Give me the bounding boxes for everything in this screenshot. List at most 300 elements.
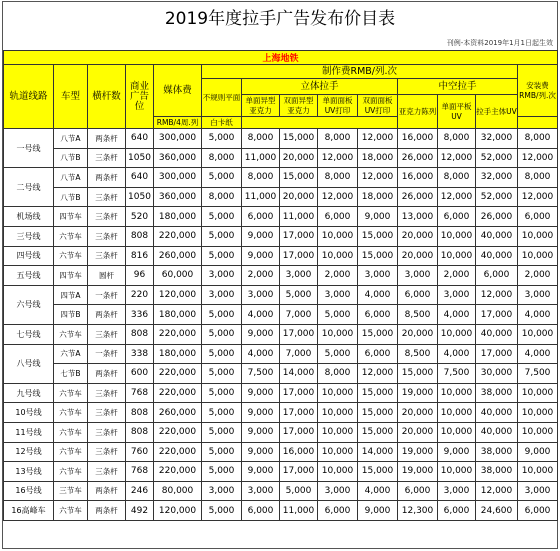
cell-car-type: 六节车 — [54, 422, 88, 442]
cell-single-flat-uv: 2,000 — [438, 266, 476, 286]
cell-ad-count: 808 — [126, 324, 154, 344]
cell-single-uv: 10,000 — [318, 403, 358, 423]
cell-ad-count: 768 — [126, 462, 154, 482]
cell-install-fee: 10,000 — [518, 324, 558, 344]
table-row — [4, 481, 558, 501]
cell-handle-body-uv: 12,000 — [476, 481, 518, 501]
cell-media-fee: 80,000 — [154, 481, 202, 501]
cell-install-fee: 7,500 — [518, 364, 558, 384]
cell-double-acrylic: 17,000 — [280, 462, 318, 482]
table-row — [4, 403, 558, 423]
cell-media-fee: 180,000 — [154, 305, 202, 325]
cell-bar-count: 一条杆 — [88, 344, 126, 364]
cell-ad-count: 640 — [126, 168, 154, 188]
table-row — [4, 207, 558, 227]
cell-car-type: 六节车 — [54, 462, 88, 482]
cell-media-fee: 180,000 — [154, 207, 202, 227]
cell-handle-body-uv: 40,000 — [476, 422, 518, 442]
cell-double-acrylic: 20,000 — [280, 187, 318, 207]
cell-single-acrylic: 9,000 — [242, 422, 280, 442]
cell-media-fee: 360,000 — [154, 148, 202, 168]
cell-ad-count: 492 — [126, 501, 154, 521]
cell-double-acrylic: 17,000 — [280, 383, 318, 403]
cell-single-uv: 5,000 — [318, 344, 358, 364]
cell-handle-body-uv: 40,000 — [476, 246, 518, 266]
sheet-title: 2019年度拉手广告发布价目表 — [164, 9, 396, 29]
cell-car-type: 六节车 — [54, 383, 88, 403]
cell-bar-count: 一条杆 — [88, 285, 126, 305]
cell-install-fee: 12,000 — [518, 187, 558, 207]
cell-line: 二号线 — [4, 168, 54, 207]
cell-single-uv: 10,000 — [318, 422, 358, 442]
cell-double-uv: 18,000 — [358, 148, 398, 168]
price-table — [3, 50, 558, 521]
cell-acrylic-print: 26,000 — [398, 148, 438, 168]
cell-double-uv: 12,000 — [358, 168, 398, 188]
cell-line: 五号线 — [4, 266, 54, 286]
cell-line: 四号线 — [4, 246, 54, 266]
cell-media-fee: 220,000 — [154, 383, 202, 403]
cell-single-acrylic: 4,000 — [242, 305, 280, 325]
cell-ad-count: 768 — [126, 383, 154, 403]
cell-media-fee: 300,000 — [154, 129, 202, 149]
cell-install-fee: 10,000 — [518, 383, 558, 403]
cell-ad-count: 808 — [126, 422, 154, 442]
header-solid-handle: 立体拉手 — [242, 79, 398, 95]
cell-handle-body-uv: 26,000 — [476, 207, 518, 227]
cell-single-flat-uv: 10,000 — [438, 403, 476, 423]
table-row — [4, 324, 558, 344]
cell-ad-count: 808 — [126, 226, 154, 246]
cell-line: 九号线 — [4, 383, 54, 403]
cell-bar-count: 圆杆 — [88, 266, 126, 286]
table-row — [4, 168, 558, 188]
cell-single-uv: 10,000 — [318, 246, 358, 266]
header-production-fee: 制作费RMB/列.次 — [202, 65, 518, 79]
cell-single-acrylic: 6,000 — [242, 501, 280, 521]
cell-single-acrylic: 8,000 — [242, 129, 280, 149]
cell-install-fee: 10,000 — [518, 422, 558, 442]
cell-double-acrylic: 7,000 — [280, 344, 318, 364]
cell-double-uv: 9,000 — [358, 501, 398, 521]
cell-car-type: 八节B — [54, 187, 88, 207]
cell-handle-body-uv: 24,600 — [476, 501, 518, 521]
cell-double-uv: 15,000 — [358, 383, 398, 403]
table-row — [4, 364, 558, 384]
cell-acrylic-print: 20,000 — [398, 226, 438, 246]
cell-single-flat-uv: 3,000 — [438, 285, 476, 305]
cell-car-type: 六节车 — [54, 246, 88, 266]
cell-car-type: 八节A — [54, 129, 88, 149]
cell-white-card: 5,000 — [202, 168, 242, 188]
table-row — [4, 266, 558, 286]
cell-car-type: 三节车 — [54, 481, 88, 501]
cell-bar-count: 两条杆 — [88, 168, 126, 188]
header-double-uv: 双面面板UV打印 — [358, 95, 398, 117]
cell-line: 16号线 — [4, 481, 54, 501]
cell-double-acrylic: 15,000 — [280, 129, 318, 149]
cell-single-flat-uv: 12,000 — [438, 187, 476, 207]
cell-bar-count: 三条杆 — [88, 324, 126, 344]
cell-line: 16高峰车 — [4, 501, 54, 521]
cell-single-flat-uv: 6,000 — [438, 207, 476, 227]
table-row — [4, 442, 558, 462]
cell-double-acrylic: 17,000 — [280, 422, 318, 442]
cell-line: 机场线 — [4, 207, 54, 227]
cell-single-uv: 6,000 — [318, 501, 358, 521]
cell-handle-body-uv: 32,000 — [476, 168, 518, 188]
cell-bar-count: 三条杆 — [88, 462, 126, 482]
cell-single-flat-uv: 3,000 — [438, 481, 476, 501]
cell-single-flat-uv: 8,000 — [438, 129, 476, 149]
cell-line: 13号线 — [4, 462, 54, 482]
cell-install-fee: 4,000 — [518, 305, 558, 325]
cell-double-uv: 14,000 — [358, 442, 398, 462]
table-row — [4, 422, 558, 442]
cell-single-uv: 8,000 — [318, 168, 358, 188]
header-irregular: 不规则平面 — [202, 79, 242, 117]
cell-single-flat-uv: 4,000 — [438, 344, 476, 364]
cell-car-type: 四节车 — [54, 207, 88, 227]
cell-car-type: 八节A — [54, 168, 88, 188]
cell-white-card: 5,000 — [202, 462, 242, 482]
cell-install-fee: 8,000 — [518, 129, 558, 149]
cell-acrylic-print: 15,000 — [398, 364, 438, 384]
cell-bar-count: 三条杆 — [88, 383, 126, 403]
cell-bar-count: 三条杆 — [88, 187, 126, 207]
cell-white-card: 5,000 — [202, 246, 242, 266]
cell-handle-body-uv: 6,000 — [476, 266, 518, 286]
cell-single-flat-uv: 10,000 — [438, 324, 476, 344]
cell-acrylic-print: 8,500 — [398, 344, 438, 364]
cell-car-type: 八节B — [54, 148, 88, 168]
cell-single-acrylic: 11,000 — [242, 187, 280, 207]
cell-car-type: 四节B — [54, 305, 88, 325]
header-single-uv: 单面面板UV打印 — [318, 95, 358, 117]
price-sheet — [2, 1, 558, 549]
cell-single-uv: 10,000 — [318, 462, 358, 482]
table-row — [4, 383, 558, 403]
cell-bar-count: 两条杆 — [88, 481, 126, 501]
cell-double-acrylic: 14,000 — [280, 364, 318, 384]
cell-double-uv: 18,000 — [358, 187, 398, 207]
cell-single-flat-uv: 8,000 — [438, 168, 476, 188]
cell-ad-count: 338 — [126, 344, 154, 364]
cell-double-acrylic: 5,000 — [280, 481, 318, 501]
cell-single-acrylic: 9,000 — [242, 324, 280, 344]
cell-acrylic-print: 13,000 — [398, 207, 438, 227]
cell-single-acrylic: 4,000 — [242, 344, 280, 364]
cell-double-acrylic: 3,000 — [280, 266, 318, 286]
cell-single-flat-uv: 7,500 — [438, 364, 476, 384]
cell-white-card: 3,000 — [202, 266, 242, 286]
table-row — [4, 226, 558, 246]
cell-double-uv: 6,000 — [358, 305, 398, 325]
cell-acrylic-print: 19,000 — [398, 442, 438, 462]
cell-bar-count: 两条杆 — [88, 305, 126, 325]
cell-ad-count: 760 — [126, 442, 154, 462]
table-row — [4, 187, 558, 207]
cell-double-acrylic: 17,000 — [280, 324, 318, 344]
cell-install-fee: 3,000 — [518, 285, 558, 305]
cell-media-fee: 220,000 — [154, 422, 202, 442]
cell-single-acrylic: 7,500 — [242, 364, 280, 384]
table-row — [4, 501, 558, 521]
cell-ad-count: 808 — [126, 403, 154, 423]
cell-acrylic-print: 20,000 — [398, 246, 438, 266]
cell-bar-count: 三条杆 — [88, 207, 126, 227]
cell-bar-count: 两条杆 — [88, 501, 126, 521]
table-row — [4, 285, 558, 305]
cell-media-fee: 60,000 — [154, 266, 202, 286]
cell-bar-count: 三条杆 — [88, 403, 126, 423]
table-row — [4, 344, 558, 364]
cell-double-acrylic: 15,000 — [280, 168, 318, 188]
header-media-unit: RMB/4周.列 — [154, 117, 202, 129]
cell-line: 11号线 — [4, 422, 54, 442]
header-hollow-handle: 中空拉手 — [398, 79, 518, 95]
cell-install-fee: 2,000 — [518, 266, 558, 286]
cell-media-fee: 220,000 — [154, 442, 202, 462]
cell-double-acrylic: 11,000 — [280, 207, 318, 227]
cell-acrylic-print: 26,000 — [398, 187, 438, 207]
cell-single-acrylic: 11,000 — [242, 148, 280, 168]
header-car: 车型 — [54, 65, 88, 129]
cell-handle-body-uv: 38,000 — [476, 442, 518, 462]
cell-media-fee: 220,000 — [154, 324, 202, 344]
cell-single-acrylic: 9,000 — [242, 442, 280, 462]
cell-double-acrylic: 7,000 — [280, 305, 318, 325]
cell-single-acrylic: 9,000 — [242, 403, 280, 423]
cell-bar-count: 两条杆 — [88, 364, 126, 384]
cell-car-type: 六节车 — [54, 226, 88, 246]
cell-single-uv: 8,000 — [318, 364, 358, 384]
cell-media-fee: 220,000 — [154, 462, 202, 482]
cell-single-acrylic: 9,000 — [242, 383, 280, 403]
cell-ad-count: 1050 — [126, 148, 154, 168]
cell-white-card: 5,000 — [202, 364, 242, 384]
table-row — [4, 246, 558, 266]
cell-media-fee: 220,000 — [154, 226, 202, 246]
cell-car-type: 四节A — [54, 285, 88, 305]
cell-single-uv: 3,000 — [318, 285, 358, 305]
cell-double-uv: 15,000 — [358, 422, 398, 442]
header-blank-install — [518, 117, 558, 129]
cell-media-fee: 360,000 — [154, 187, 202, 207]
metro-label: 上海地铁 — [4, 51, 558, 65]
header-install-fee: 安装费RMB/列.次 — [518, 65, 558, 117]
cell-install-fee: 10,000 — [518, 246, 558, 266]
cell-handle-body-uv: 12,000 — [476, 285, 518, 305]
cell-line: 12号线 — [4, 442, 54, 462]
cell-media-fee: 120,000 — [154, 285, 202, 305]
cell-bar-count: 两条杆 — [88, 129, 126, 149]
cell-single-flat-uv: 10,000 — [438, 246, 476, 266]
cell-double-uv: 15,000 — [358, 462, 398, 482]
cell-ad-count: 336 — [126, 305, 154, 325]
cell-white-card: 8,000 — [202, 187, 242, 207]
table-row — [4, 305, 558, 325]
cell-double-uv: 4,000 — [358, 481, 398, 501]
cell-double-acrylic: 16,000 — [280, 442, 318, 462]
cell-acrylic-print: 19,000 — [398, 462, 438, 482]
cell-line: 三号线 — [4, 226, 54, 246]
cell-white-card: 5,000 — [202, 422, 242, 442]
cell-car-type: 六节车 — [54, 501, 88, 521]
cell-white-card: 3,000 — [202, 481, 242, 501]
cell-single-flat-uv: 4,000 — [438, 305, 476, 325]
cell-ad-count: 600 — [126, 364, 154, 384]
cell-white-card: 5,000 — [202, 324, 242, 344]
cell-bar-count: 三条杆 — [88, 442, 126, 462]
cell-double-uv: 15,000 — [358, 226, 398, 246]
cell-single-uv: 10,000 — [318, 324, 358, 344]
cell-car-type: 六节车 — [54, 442, 88, 462]
cell-double-uv: 12,000 — [358, 364, 398, 384]
cell-install-fee: 10,000 — [518, 226, 558, 246]
cell-handle-body-uv: 17,000 — [476, 305, 518, 325]
cell-install-fee: 4,000 — [518, 344, 558, 364]
cell-double-acrylic: 11,000 — [280, 501, 318, 521]
cell-acrylic-print: 20,000 — [398, 324, 438, 344]
cell-single-uv: 10,000 — [318, 226, 358, 246]
cell-car-type: 六节车 — [54, 403, 88, 423]
header-media-fee: 媒体费 — [154, 65, 202, 117]
cell-acrylic-print: 6,000 — [398, 285, 438, 305]
cell-line: 六号线 — [4, 285, 54, 324]
cell-bar-count: 三条杆 — [88, 422, 126, 442]
cell-media-fee: 300,000 — [154, 168, 202, 188]
cell-single-acrylic: 9,000 — [242, 246, 280, 266]
cell-line: 七号线 — [4, 324, 54, 344]
cell-double-uv: 9,000 — [358, 207, 398, 227]
cell-handle-body-uv: 40,000 — [476, 403, 518, 423]
cell-acrylic-print: 20,000 — [398, 403, 438, 423]
cell-single-uv: 10,000 — [318, 442, 358, 462]
cell-car-type: 六节车 — [54, 324, 88, 344]
cell-double-uv: 3,000 — [358, 266, 398, 286]
cell-car-type: 六节A — [54, 344, 88, 364]
cell-ad-count: 220 — [126, 285, 154, 305]
cell-handle-body-uv: 40,000 — [476, 324, 518, 344]
cell-acrylic-print: 20,000 — [398, 422, 438, 442]
cell-double-acrylic: 17,000 — [280, 403, 318, 423]
header-handle-body-uv: 拉手主体UV — [476, 95, 518, 129]
cell-single-uv: 3,000 — [318, 481, 358, 501]
table-row — [4, 129, 558, 149]
cell-single-acrylic: 6,000 — [242, 207, 280, 227]
cell-single-acrylic: 9,000 — [242, 462, 280, 482]
cell-acrylic-print: 3,000 — [398, 266, 438, 286]
cell-install-fee: 10,000 — [518, 462, 558, 482]
cell-media-fee: 260,000 — [154, 246, 202, 266]
cell-double-uv: 12,000 — [358, 129, 398, 149]
cell-single-flat-uv: 12,000 — [438, 148, 476, 168]
cell-media-fee: 260,000 — [154, 403, 202, 423]
cell-media-fee: 180,000 — [154, 344, 202, 364]
cell-white-card: 3,000 — [202, 285, 242, 305]
cell-single-acrylic: 9,000 — [242, 226, 280, 246]
cell-white-card: 5,000 — [202, 207, 242, 227]
cell-install-fee: 10,000 — [518, 403, 558, 423]
cell-white-card: 5,000 — [202, 305, 242, 325]
cell-white-card: 5,000 — [202, 226, 242, 246]
cell-white-card: 5,000 — [202, 442, 242, 462]
cell-double-uv: 4,000 — [358, 285, 398, 305]
header-blank — [242, 117, 398, 129]
header-double-acrylic: 双面异型亚克力 — [280, 95, 318, 117]
header-line: 轨道线路 — [4, 65, 54, 129]
cell-double-acrylic: 5,000 — [280, 285, 318, 305]
cell-media-fee: 120,000 — [154, 501, 202, 521]
cell-single-flat-uv: 10,000 — [438, 383, 476, 403]
cell-single-uv: 10,000 — [318, 383, 358, 403]
header-white-card: 白卡纸 — [202, 117, 242, 129]
cell-handle-body-uv: 40,000 — [476, 226, 518, 246]
cell-single-uv: 5,000 — [318, 305, 358, 325]
cell-bar-count: 三条杆 — [88, 246, 126, 266]
cell-bar-count: 三条杆 — [88, 148, 126, 168]
cell-install-fee: 6,000 — [518, 207, 558, 227]
cell-single-flat-uv: 10,000 — [438, 422, 476, 442]
cell-double-uv: 15,000 — [358, 324, 398, 344]
cell-single-acrylic: 3,000 — [242, 481, 280, 501]
header-acrylic-print: 亚克力陈列 — [398, 95, 438, 129]
cell-install-fee: 12,000 — [518, 148, 558, 168]
cell-acrylic-print: 16,000 — [398, 168, 438, 188]
table-row — [4, 148, 558, 168]
cell-white-card: 8,000 — [202, 148, 242, 168]
effective-note: 刊例-本资料2019年1月1日起生效 — [446, 39, 553, 47]
cell-white-card: 5,000 — [202, 129, 242, 149]
cell-handle-body-uv: 30,000 — [476, 364, 518, 384]
cell-single-uv: 2,000 — [318, 266, 358, 286]
cell-handle-body-uv: 38,000 — [476, 462, 518, 482]
cell-acrylic-print: 8,500 — [398, 305, 438, 325]
cell-white-card: 5,000 — [202, 383, 242, 403]
cell-single-uv: 6,000 — [318, 207, 358, 227]
cell-install-fee: 8,000 — [518, 168, 558, 188]
cell-handle-body-uv: 38,000 — [476, 383, 518, 403]
cell-single-flat-uv: 6,000 — [438, 501, 476, 521]
cell-bar-count: 三条杆 — [88, 226, 126, 246]
cell-car-type: 七节B — [54, 364, 88, 384]
cell-acrylic-print: 12,300 — [398, 501, 438, 521]
cell-white-card: 5,000 — [202, 501, 242, 521]
cell-line: 一号线 — [4, 129, 54, 168]
cell-install-fee: 3,000 — [518, 481, 558, 501]
header-single-flat-uv: 单面平板UV — [438, 95, 476, 129]
cell-white-card: 5,000 — [202, 403, 242, 423]
cell-single-flat-uv: 10,000 — [438, 462, 476, 482]
cell-acrylic-print: 19,000 — [398, 383, 438, 403]
cell-single-acrylic: 8,000 — [242, 168, 280, 188]
cell-single-uv: 12,000 — [318, 187, 358, 207]
cell-car-type: 四节车 — [54, 266, 88, 286]
header-ad-count: 商业广告位 — [126, 65, 154, 129]
cell-handle-body-uv: 32,000 — [476, 129, 518, 149]
cell-ad-count: 96 — [126, 266, 154, 286]
cell-single-flat-uv: 9,000 — [438, 442, 476, 462]
cell-acrylic-print: 6,000 — [398, 481, 438, 501]
cell-ad-count: 640 — [126, 129, 154, 149]
cell-ad-count: 816 — [126, 246, 154, 266]
header-single-acrylic: 单面异型亚克力 — [242, 95, 280, 117]
cell-install-fee: 9,000 — [518, 442, 558, 462]
cell-handle-body-uv: 52,000 — [476, 148, 518, 168]
cell-install-fee: 6,000 — [518, 501, 558, 521]
cell-double-acrylic: 17,000 — [280, 226, 318, 246]
